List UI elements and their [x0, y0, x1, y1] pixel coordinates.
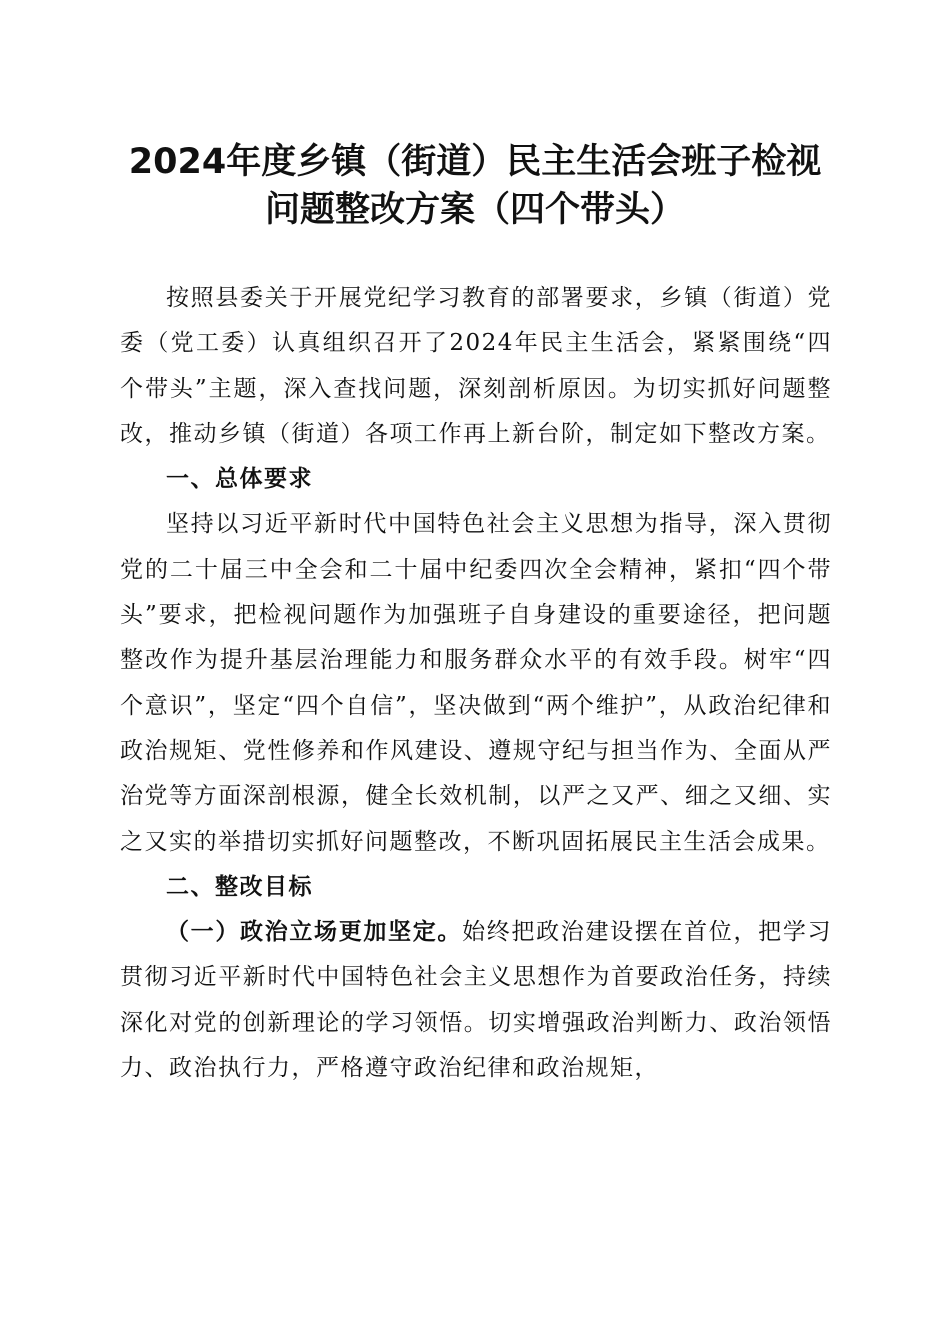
goal-item-1-text: 始终把政治建设摆在首位，把学习贯彻习近平新时代中国特色社会主义思想作为首要政治任务，持续深化对党的创新理论的学习领悟。切实增强政治判断力、政治领悟力、政治执行力，严格遵守政治纪律和政治规矩，: [120, 919, 833, 1082]
section-heading-rectification-goals: 二、整改目标: [166, 873, 313, 900]
document-title-line-2: 问题整改方案（四个带头）: [264, 190, 685, 230]
goal-item-1-paragraph: [120, 910, 832, 1091]
intro-paragraph: 按照县委关于开展党纪学习教育的部署要求，乡镇（街道）党委（党工委）认真组织召开了2024年民主生活会，紧紧围绕“四个带头”主题，深入查找问题，深刻剖析原因。为切实抓好问题整改，推动乡镇（街道）各项工作再上新台阶，制定如下整改方案。: [120, 285, 832, 447]
document-body: [120, 276, 832, 1091]
document-title-line-1: 2024年度乡镇（街道）民主生活会班子检视: [128, 142, 822, 182]
section-heading-overall-requirements: 一、总体要求: [166, 466, 313, 493]
goal-item-1-lead: （一）政治立场更加坚定。: [166, 919, 463, 946]
overall-requirements-paragraph: 坚持以习近平新时代中国特色社会主义思想为指导，深入贯彻党的二十届三中全会和二十届中纪委四次全会精神，紧扣“四个带头”要求，把检视问题作为加强班子自身建设的重要途径，把问题整改作为提升基层治理能力和服务群众水平的有效手段。树牢“四个意识”，坚定“四个自信”，坚决做到“两个维护”，从政治纪律和政治规矩、党性修养和作风建设、遵规守纪与担当作为、全面从严治党等方面深剖根源，健全长效机制，以严之又严、细之又细、实之又实的举措切实抓好问题整改，不断巩固拓展民主生活会成果。: [120, 511, 832, 855]
